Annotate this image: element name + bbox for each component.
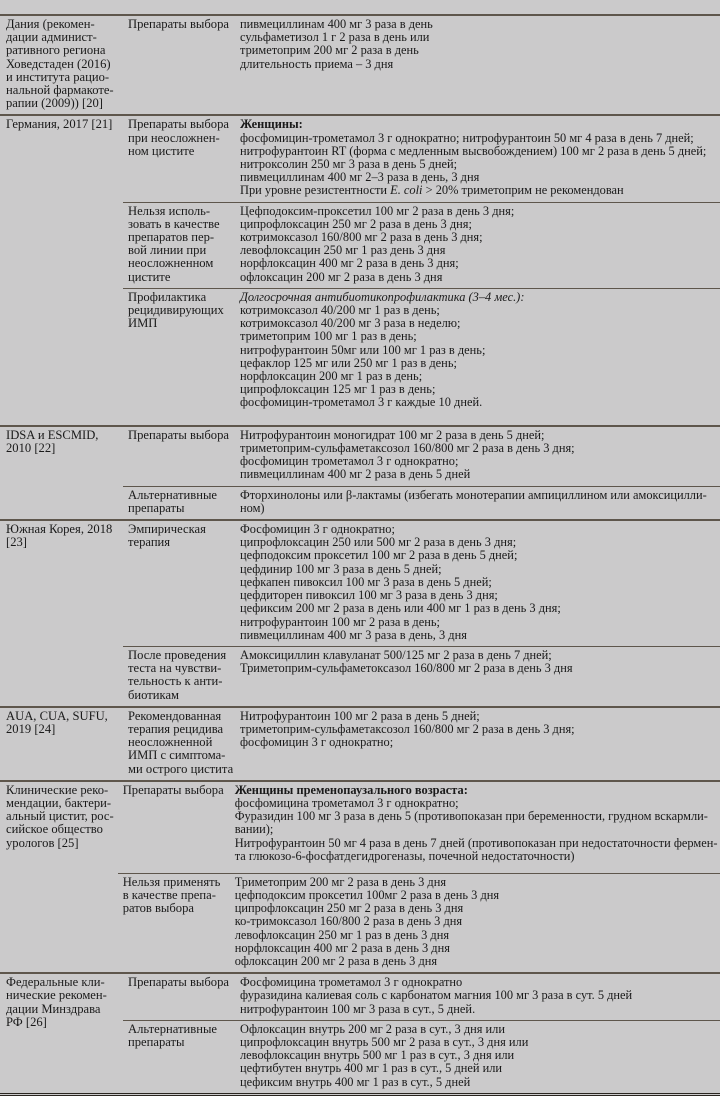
regimen-line: пивмециллинам 400 мг 3 раза в день [240,17,433,31]
regimen-line: ципрофлоксацин 250 мг 2 раза в день 3 дня [234,901,464,916]
source-cell [0,782,118,972]
category-line: препараты [128,500,185,515]
table-row [123,202,720,288]
table-row [118,873,720,972]
regimen-line: ципрофлоксацин 250 или 500 мг 2 раза в день 3 дня; [240,535,517,550]
regimen-line: ном) [240,500,265,515]
regimen-line: Фосфомицин 3 г однократно; [240,522,395,537]
category-line: ратов выбора [122,901,194,916]
source-line: Клинические реко- [6,782,109,797]
regimen-line: триметоприм-сульфаметаксозол 160/800 мг 2 раза в день 3 дня; [240,441,575,456]
regimen-cell [236,487,720,519]
source-line: Ховедстаден (2016) [6,56,111,71]
table-row [123,288,720,425]
regimen-line: цефподоксим проксетил 100 мг 2 раза в день 5 дней; [240,548,518,563]
source-line: рапии (2009)) [20] [6,96,103,111]
regimen-line: фосфомицин-трометамол 3 г однократно; нитрофурантоин 50 мг 4 раза в день 7 дней; [240,130,694,145]
regimen-line: Офлоксацин внутрь 200 мг 2 раза в сут., 3 дня или [240,1021,505,1036]
category-line: терапия рецидива [128,721,224,736]
source-line: Южная Корея, 2018 [6,522,113,537]
category-line: препараты [128,1034,185,1049]
category-cell [123,487,236,519]
category-line: Альтернативные [128,487,218,502]
category-cell [123,427,236,486]
category-line: неосложненном [128,256,214,271]
category-line: Препараты выбора [122,782,224,797]
source-line: мендации, бактери- [6,795,112,810]
regimen-line: офлоксацин 200 мг 2 раза в день 3 дня [234,953,438,968]
regimen-line: Цефподоксим-проксетил 100 мг 2 раза в день 3 дня; [240,203,515,218]
regimen-line: цефтибутен внутрь 400 мг 1 раз в сут., 5 дней или [240,1061,503,1076]
regimen-cell [236,16,720,108]
source-cell [0,521,123,706]
regimen-line: Триметоприм 200 мг 2 раза в день 3 дня [234,874,447,889]
category-line: рецидивирующих [128,303,224,318]
regimen-line: норфлоксацин 200 мг 1 раз в день; [240,369,423,384]
source-line: 2019 [24] [6,721,56,736]
regimen-line: цефаклор 125 мг или 250 мг 1 раз в день; [240,355,457,370]
source-line: Германия, 2017 [21] [6,117,113,132]
table-row [123,16,720,108]
regimen-cell [236,647,720,706]
regimen-line: цефиксим внутрь 400 мг 1 раз в сут., 5 дней [240,1074,471,1089]
category-line: Профилактика [128,289,207,304]
source-line: урологов [25] [6,835,79,850]
table-row-group [0,708,720,782]
regimen-line: цефиксим 200 мг 2 раза в день или 400 мг 1 раз в день 3 дня; [240,601,561,616]
category-line: тельность к анти- [128,674,223,689]
regimen-line: котримоксазол 40/200 мг 1 раз в день; [240,303,440,318]
regimen-line: Амоксициллин клавуланат 500/125 мг 2 раза в день 7 дней; [240,647,552,662]
source-line: 2010 [22] [6,441,56,456]
regimen-line: ципрофлоксацин внутрь 500 мг 2 раза в сут., 3 дня или [240,1034,529,1049]
note-text: При уровне резистентности [240,183,391,198]
regimen-line: Фторхинолоны или β-лактамы (избегать монотерапии ампициллином или амоксицилли- [240,487,707,502]
regimen-cell [231,874,720,972]
category-line: при неосложнен- [128,130,220,145]
source-line: ративного региона [6,43,106,58]
source-line: нические рекомен- [6,988,107,1003]
category-cell [123,708,236,780]
source-cell [0,116,123,424]
source-cell [0,16,123,114]
regimen-cell [236,289,720,425]
regimen-line: пивмециллинам 400 мг 2 раза в день 5 дней [240,467,471,482]
source-line: дации админист- [6,30,97,45]
category-cell [123,116,236,201]
category-cell [123,974,236,1020]
category-line: теста на чувстви- [128,661,222,676]
regimen-line: фуразидина калиевая соль с карбонатом магния 100 мг 3 раза в сут. 5 дней [240,988,633,1003]
source-line: IDSA и ESCMID, [6,427,99,442]
regimen-line: нитрофурантоин 50мг или 100 мг 1 раз в день; [240,342,486,357]
category-line: Препараты выбора [128,975,229,990]
category-line: вой линии при [128,243,207,258]
category-line: терапия [128,535,171,550]
regimen-line: нитрофурантоин RT (форма с медленным высвобождением) 100 мг 2 раза в день 5 дней; [240,143,707,158]
source-line: РФ [26] [6,1014,47,1029]
category-cell [123,16,236,108]
category-line: Препараты выбора [128,427,229,442]
regimen-line: левофлоксацин 250 мг 1 раз день 3 дня [240,243,446,258]
regimen-line: нитрофурантоин 100 мг 3 раза в сут., 5 дней. [240,1001,476,1016]
regimen-line: офлоксацин 200 мг 2 раза в день 3 дня [240,269,443,284]
category-cell [123,647,236,706]
regimen-cell [236,1021,720,1093]
regimen-line: левофлоксацин 250 мг 1 раз в день 3 дня [234,927,450,942]
regimen-line: Нитрофурантоин 100 мг 2 раза в день 5 дней; [240,708,480,723]
regimen-cell [236,116,720,201]
regimen-cell [236,427,720,486]
source-line: сийское общество [6,822,103,837]
source-cell [0,427,123,519]
regimen-line: Нитрофурантоин 50 мг 4 раза в день 7 дней (противопоказан при недостаточности фермен- [234,835,718,850]
regimen-line: цефдинир 100 мг 3 раза в день 5 дней; [240,561,442,576]
regimen-line: цефподоксим проксетил 100мг 2 раза в день 3 дня [234,887,500,902]
category-line: неосложненной [128,735,213,750]
table-row [123,1020,720,1093]
regimen-cell [236,521,720,646]
table-row [123,427,720,486]
regimen-cell [231,782,720,873]
source-line: альный цистит, рос- [6,809,114,824]
source-line: и института рацио- [6,69,110,84]
category-line: Рекомендованная [128,708,222,723]
table-row [123,974,720,1020]
source-line: AUA, CUA, SUFU, [6,708,108,723]
category-line: препаратов пер- [128,230,215,245]
category-line: ИМП с симптома- [128,748,226,763]
regimen-line: норфлоксацин 400 мг 2 раза в день 3 дня; [240,256,459,271]
regimen-heading: Женщины: [240,117,303,132]
regimen-line: вании); [234,822,274,837]
table-row-group [0,16,720,116]
category-line: зовать в качестве [128,216,220,231]
regimen-line: длительность приема – 3 дня [240,56,394,71]
species-name: E. coli [390,183,423,198]
category-line: Препараты выбора [128,117,229,132]
category-cell [123,521,236,646]
source-line: Дания (рекомен- [6,17,95,31]
regimen-line: нитрофурантоин 100 мг 2 раза в день; [240,614,440,629]
category-line: биотикам [128,687,180,702]
source-line: Федеральные кли- [6,975,105,990]
regimen-line: Триметоприм-сульфаметоксазол 160/800 мг 2 раза в день 3 дня [240,661,573,676]
table-row [123,646,720,706]
table-row [123,486,720,519]
category-line: ИМП [128,316,158,331]
regimen-line: Фуразидин 100 мг 3 раза в день 5 (противопоказан при беременности, грудном вскармли- [234,809,708,824]
regimen-line: норфлоксацин 400 мг 2 раза в день 3 дня [234,940,450,955]
regimen-line: триметоприм 200 мг 2 раза в день [240,43,419,58]
table-row [123,116,720,201]
regimen-line: триметоприм 100 мг 1 раз в день; [240,329,417,344]
category-line: Нельзя исполь- [128,203,211,218]
regimen-line: фосфомицин 3 г однократно; [240,735,394,750]
regimen-line: котримоксазол 160/800 мг 2 раза в день 3 дня; [240,230,483,245]
category-line: Препараты выбора [128,17,229,31]
regimen-heading: Долгосрочная антибиотикопрофилактика (3–4 мес.): [240,289,525,304]
category-line: После проведения [128,647,227,662]
source-line: нальной фармакоте- [6,83,114,98]
source-line: [23] [6,535,27,550]
category-cell [123,1021,236,1093]
table-row [118,782,720,873]
source-cell [0,974,123,1093]
regimen-line: пивмециллинам 400 мг 2–3 раза в день, 3 дня [240,170,480,185]
category-line: Нельзя применять [122,874,221,889]
category-line: Эмпирическая [128,522,206,537]
guidelines-table [0,14,720,1096]
regimen-cell [236,203,720,288]
category-cell [123,203,236,288]
regimen-line: сульфаметизол 1 г 2 раза в день или [240,30,430,45]
regimen-line: Нитрофурантоин моногидрат 100 мг 2 раза в день 5 дней; [240,427,545,442]
table-row-group [0,521,720,708]
category-line: ми острого цистита [128,761,234,776]
category-line: ном цистите [128,143,195,158]
regimen-cell [236,974,720,1020]
regimen-line: ко-тримоксазол 160/800 2 раза в день 3 дня [234,914,463,929]
table-row [123,708,720,780]
regimen-cell [236,708,720,780]
category-line: Альтернативные [128,1021,218,1036]
source-cell [0,708,123,780]
table-row-group [0,116,720,426]
category-cell [118,782,231,873]
regimen-line: Фосфомицина трометамол 3 г однократно [240,975,463,990]
table-row-group [0,974,720,1096]
regimen-line: ципрофлоксацин 250 мг 2 раза в день 3 дня; [240,216,472,231]
regimen-line: фосфомицин-трометамол 3 г каждые 10 дней. [240,395,483,410]
regimen-heading: Женщины пременопаузального возраста: [234,782,468,797]
regimen-line: левофлоксацин внутрь 500 мг 1 раз в сут., 3 дня или [240,1048,515,1063]
regimen-note [240,184,716,197]
regimen-line: фосфомицин трометамол 3 г однократно; [240,454,459,469]
category-cell [123,289,236,425]
regimen-line: фосфомицина трометамол 3 г однократно; [234,795,459,810]
category-cell [118,874,231,972]
regimen-line: нитроксолин 250 мг 3 раза в день 5 дней; [240,157,458,172]
regimen-line: та глюкозо-6-фосфатдегидрогеназы, почечной недостаточности) [234,848,575,863]
table-row [123,521,720,646]
regimen-line: ципрофлоксацин 125 мг 1 раз в день; [240,382,436,397]
regimen-line: цефдиторен пивоксил 100 мг 3 раза в день 3 дня; [240,588,498,603]
note-text: > 20% триметоприм не рекомендован [422,183,624,198]
regimen-line: пивмециллинам 400 мг 3 раза в день, 3 дня [240,627,467,642]
regimen-line: триметоприм-сульфаметаксозол 160/800 мг 2 раза в день 3 дня; [240,721,575,736]
table-row-group [0,782,720,974]
table-row-group [0,427,720,521]
category-line: цистите [128,269,171,284]
category-line: в качестве препа- [122,887,216,902]
regimen-line: цефкапен пивоксил 100 мг 3 раза в день 5 дней; [240,574,492,589]
regimen-line: котримоксазол 40/200 мг 3 раза в неделю; [240,316,461,331]
source-line: дации Минздрава [6,1001,101,1016]
